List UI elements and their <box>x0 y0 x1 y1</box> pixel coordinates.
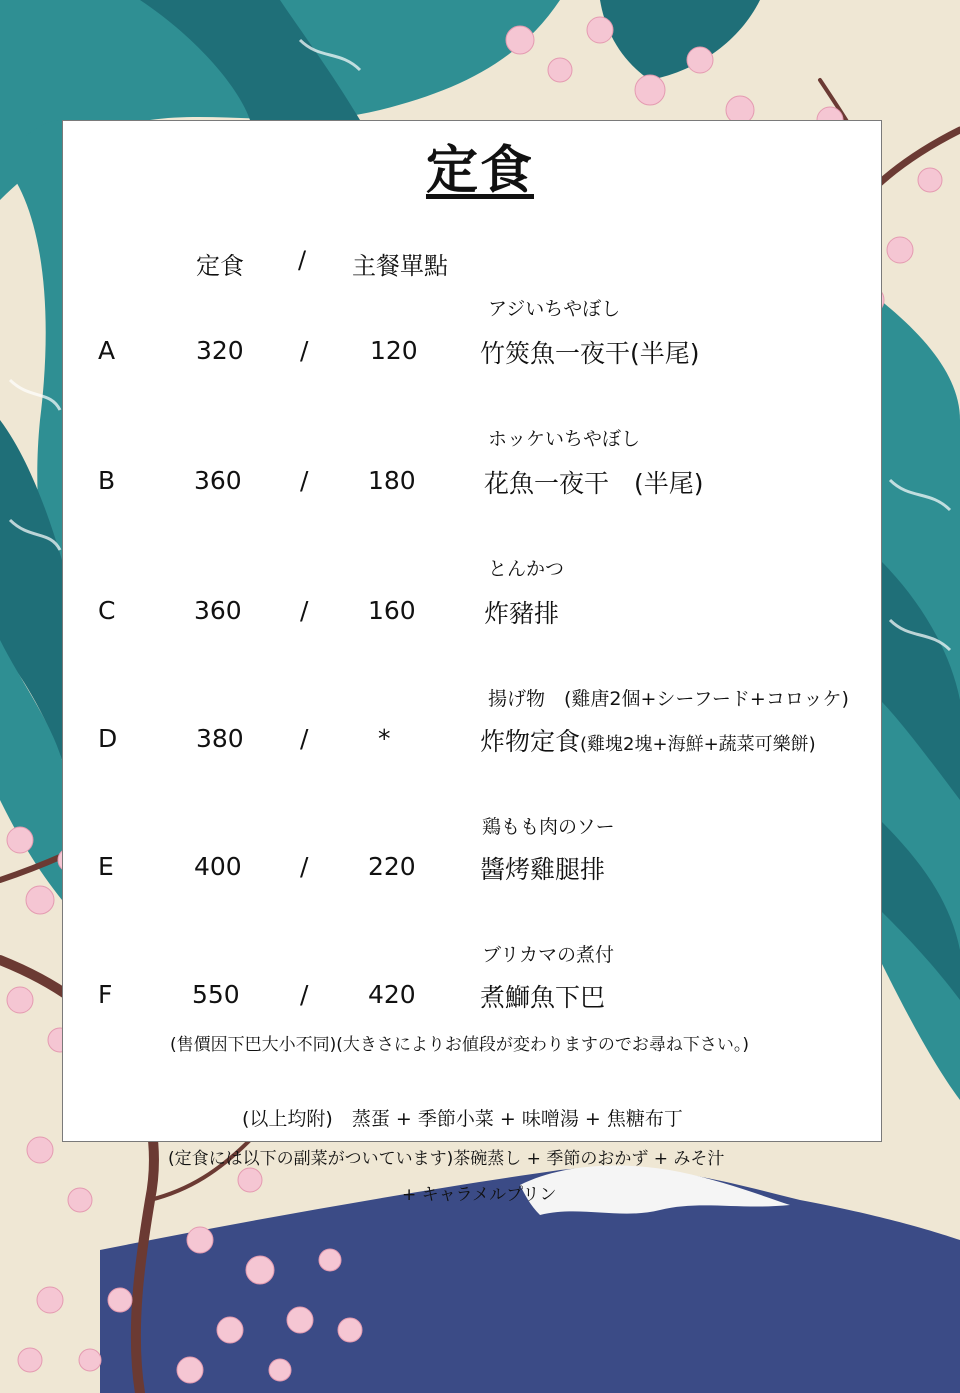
item-set-price: 360 <box>194 596 242 625</box>
item-set-price: 550 <box>192 980 240 1009</box>
item-slash: / <box>300 336 309 365</box>
item-slash: / <box>300 724 309 753</box>
item-dish-name: 花魚一夜干 (半尾) <box>484 469 704 498</box>
item-letter: C <box>98 596 116 625</box>
item-main-price: 220 <box>368 852 416 881</box>
header-set-label: 定食 <box>196 252 244 280</box>
footer-sides-japanese: (定食には以下の副菜がついています)茶碗蒸し + 季節のおかず + みそ汁 <box>168 1149 725 1169</box>
item-dish-name: 煮鰤魚下巴 <box>480 983 606 1012</box>
item-slash: / <box>300 596 309 625</box>
header-slash: / <box>298 246 307 274</box>
item-slash: / <box>300 852 309 881</box>
item-letter: F <box>98 980 113 1009</box>
item-dish-name: 炸豬排 <box>484 599 560 628</box>
menu-card <box>62 120 882 1142</box>
item-letter: E <box>98 852 114 881</box>
item-main-price: 180 <box>368 466 416 495</box>
item-slash: / <box>300 980 309 1009</box>
item-kana: ブリカマの煮付 <box>482 944 615 966</box>
item-dish-name: 炸物定食(雞塊2塊+海鮮+蔬菜可樂餅) <box>480 727 816 756</box>
page-title: 定食 <box>425 141 534 201</box>
item-set-price: 380 <box>196 724 244 753</box>
item-main-price: * <box>378 724 391 753</box>
item-slash: / <box>300 466 309 495</box>
price-note: (售價因下巴大小不同)(大きさによりお値段が変わりますのでお尋ね下さい。) <box>170 1035 750 1055</box>
item-main-price: 420 <box>368 980 416 1009</box>
item-main-price: 120 <box>370 336 418 365</box>
item-letter: A <box>98 336 116 365</box>
item-letter: D <box>98 724 118 753</box>
item-set-price: 400 <box>194 852 242 881</box>
item-dish-name: 醬烤雞腿排 <box>480 855 606 884</box>
header-main-label: 主餐單點 <box>352 252 448 280</box>
item-kana: ホッケいちやぼし <box>488 428 641 450</box>
item-letter: B <box>98 466 116 495</box>
item-main-price: 160 <box>368 596 416 625</box>
item-kana: 揚げ物 (雞唐2個+シーフード+コロッケ) <box>488 688 849 710</box>
footer-sides-chinese: (以上均附) 蒸蛋 + 季節小菜 + 味噌湯 + 焦糖布丁 <box>242 1108 683 1130</box>
item-set-price: 360 <box>194 466 242 495</box>
item-dish-name: 竹筴魚一夜干(半尾) <box>480 339 700 368</box>
item-kana: とんかつ <box>488 558 565 580</box>
item-set-price: 320 <box>196 336 244 365</box>
item-kana: 鶏もも肉のソー <box>482 816 615 838</box>
footer-sides-japanese-cont: + キャラメルプリン <box>402 1185 557 1205</box>
item-kana: アジいちやぼし <box>488 298 621 320</box>
